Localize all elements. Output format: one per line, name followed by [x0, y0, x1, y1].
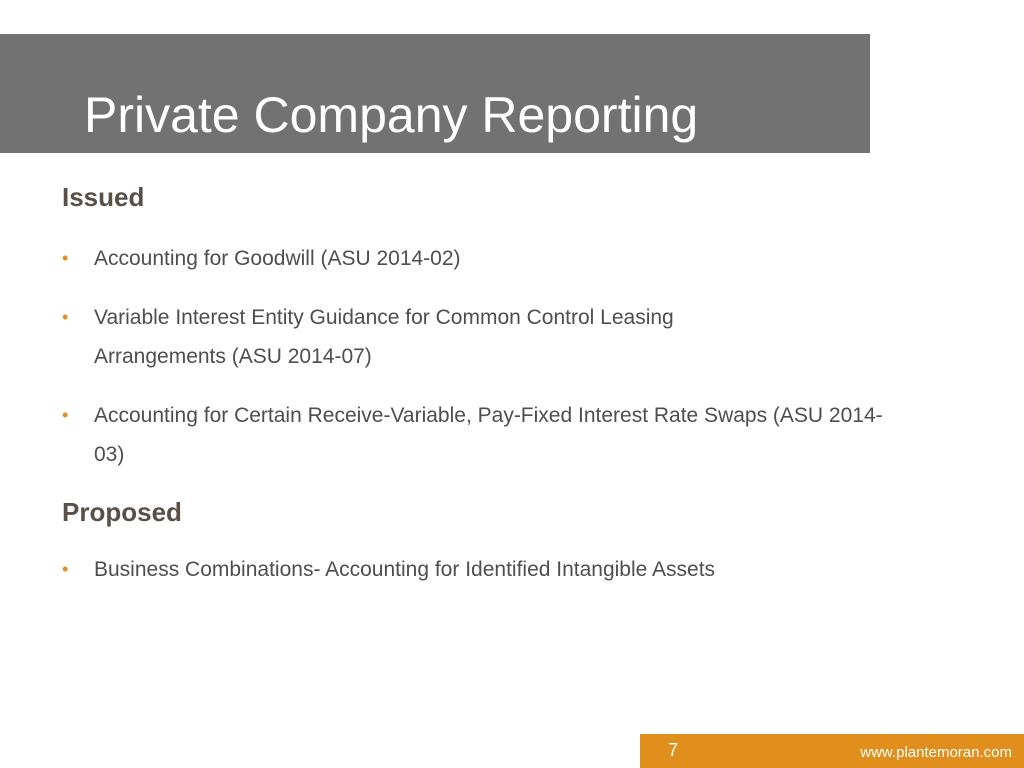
list-item-text: Business Combinations- Accounting for Identified Intangible Assets	[94, 558, 716, 581]
list-item	[62, 239, 882, 278]
bullet-icon: •	[62, 559, 69, 579]
page-number: 7	[668, 740, 679, 760]
footer-url[interactable]: www.plantemoran.com	[860, 744, 1012, 761]
slide-title: Private Company Reporting	[84, 87, 699, 143]
list-item	[62, 298, 882, 376]
section-heading-proposed: Proposed	[62, 497, 182, 527]
list-item-text: Variable Interest Entity Guidance for Common Control Leasing Arrangements (ASU 2014-07)	[94, 306, 674, 368]
list-item-text: Accounting for Certain Receive-Variable, Pay-Fixed Interest Rate Swaps (ASU 2014-03)	[94, 404, 883, 466]
list-item	[62, 550, 882, 589]
list-item	[62, 396, 882, 474]
bullet-icon: •	[62, 307, 69, 327]
section-heading-issued: Issued	[62, 182, 145, 212]
bullet-icon: •	[62, 405, 69, 425]
bullet-icon: •	[62, 248, 69, 268]
list-item-text: Accounting for Goodwill (ASU 2014-02)	[94, 247, 461, 270]
